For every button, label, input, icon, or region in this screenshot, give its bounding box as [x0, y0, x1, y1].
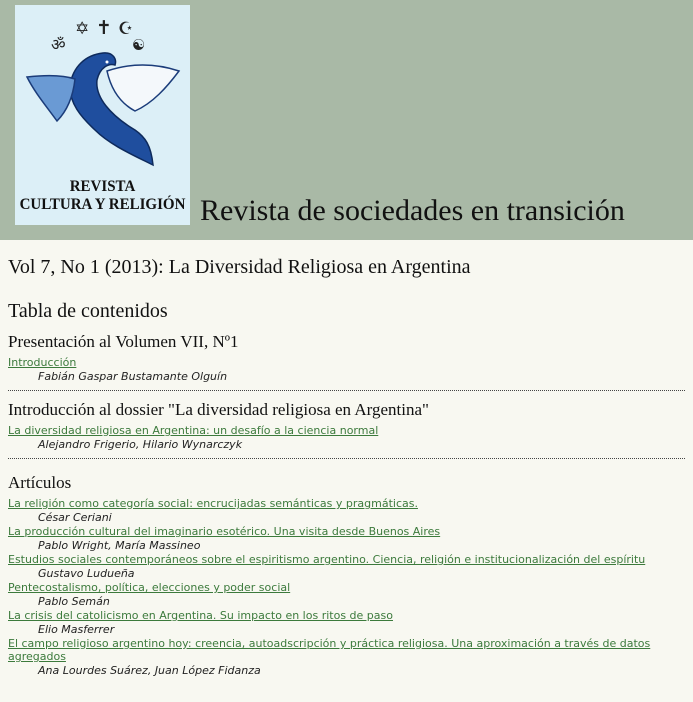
site-title: Revista de sociedades en transición: [200, 194, 625, 227]
article-authors: Elio Masferrer: [38, 623, 115, 636]
journal-logo[interactable]: [15, 5, 190, 225]
article-title-link[interactable]: Estudios sociales contemporáneos sobre el espiritismo argentino. Ciencia, religión e institucionalización del espíritu: [8, 553, 646, 566]
article-entry: [8, 525, 685, 553]
logo-text-line2: CULTURA Y RELIGIÓN: [19, 196, 186, 214]
article-authors: Pablo Wright, María Massineo: [38, 539, 201, 552]
article-entry: [8, 553, 685, 581]
section-title: Artículos: [8, 473, 72, 492]
article-entry: [8, 637, 685, 678]
toc-heading: Tabla de contenidos: [8, 300, 168, 322]
article-title-link[interactable]: Introducción: [8, 356, 77, 369]
article-entry: [8, 356, 685, 384]
crescent-icon: ☪: [118, 19, 134, 39]
article-title-link[interactable]: La crisis del catolicismo en Argentina. Su impacto en los ritos de paso: [8, 609, 393, 622]
section-title: Introducción al dossier "La diversidad religiosa en Argentina": [8, 400, 429, 419]
article-title-link[interactable]: Pentecostalismo, política, elecciones y poder social: [8, 581, 291, 594]
star-of-david-icon: ✡: [75, 19, 90, 39]
toc-section: [8, 459, 685, 678]
article-authors: Fabián Gaspar Bustamante Olguín: [38, 370, 228, 383]
toc-section: [8, 326, 685, 384]
article-title-link[interactable]: La diversidad religiosa en Argentina: un desafío a la ciencia normal: [8, 424, 379, 437]
article-authors: Pablo Semán: [38, 595, 110, 608]
issue-title: Vol 7, No 1 (2013): La Diversidad Religiosa en Argentina: [8, 256, 471, 278]
site-header: [0, 0, 693, 240]
dove-logo-icon: [15, 5, 190, 180]
logo-text-line1: REVISTA: [69, 178, 136, 196]
om-symbol-icon: ॐ: [51, 35, 66, 54]
article-authors: Ana Lourdes Suárez, Juan López Fidanza: [38, 664, 261, 677]
article-entry: [8, 581, 685, 609]
toc-section: [8, 391, 685, 452]
article-entry: [8, 609, 685, 637]
article-title-link[interactable]: La producción cultural del imaginario esotérico. Una visita desde Buenos Aires: [8, 525, 441, 538]
article-entry: [8, 424, 685, 452]
cross-icon: ✝: [96, 17, 112, 39]
article-title-link[interactable]: La religión como categoría social: encrucijadas semánticas y pragmáticas.: [8, 497, 418, 510]
article-authors: Alejandro Frigerio, Hilario Wynarczyk: [38, 438, 243, 451]
yin-yang-icon: ☯: [132, 36, 146, 54]
article-entry: [8, 497, 685, 525]
main-content: [0, 240, 693, 678]
article-title-link[interactable]: El campo religioso argentino hoy: creencia, autoadscripción y práctica religiosa. Una aproximación a través de datos agregados: [8, 637, 651, 663]
section-title: Presentación al Volumen VII, Nº1: [8, 332, 239, 351]
article-authors: César Ceriani: [38, 511, 112, 524]
article-authors: Gustavo Ludueña: [38, 567, 135, 580]
